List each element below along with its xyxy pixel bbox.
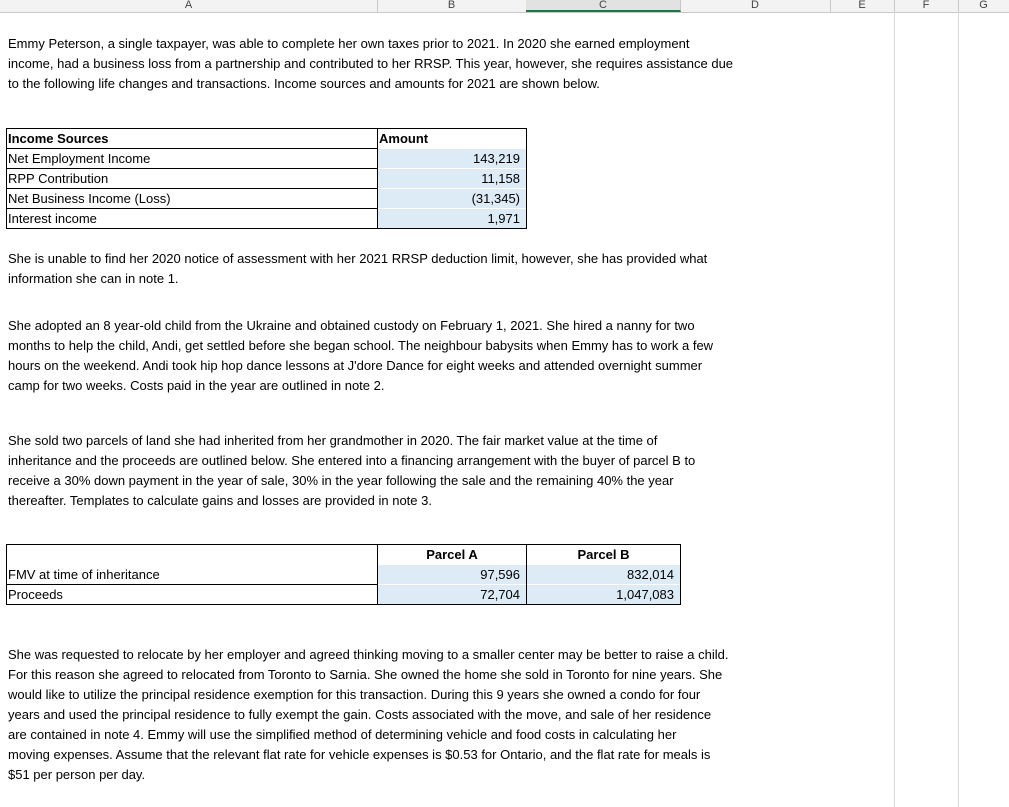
land-line: thereafter. Templates to calculate gains and losses are provided in note 3. <box>8 493 432 508</box>
rrsp-line: information she can in note 1. <box>8 271 179 286</box>
relocation-paragraph <box>8 645 728 785</box>
column-header-b[interactable]: B <box>377 0 527 12</box>
adoption-line: hours on the weekend. Andi took hip hop dance lessons at J'dore Dance for eight weeks and attended overnight summer <box>8 358 703 373</box>
gridline <box>958 12 959 807</box>
income-row-label[interactable]: Net Employment Income <box>8 151 151 166</box>
intro-line: Emmy Peterson, a single taxpayer, was able to complete her own taxes prior to 2021. In 2020 she earned employment <box>8 36 690 51</box>
income-header-label[interactable]: Income Sources <box>8 131 109 146</box>
column-header-c[interactable]: C <box>526 0 681 12</box>
column-header-d[interactable]: D <box>680 0 831 12</box>
income-header-amount[interactable]: Amount <box>379 131 429 146</box>
gridline <box>894 12 895 807</box>
land-line: She sold two parcels of land she had inherited from her grandmother in 2020. The fair market value at the time of <box>8 433 658 448</box>
parcel-a-value[interactable]: 97,596 <box>378 565 526 584</box>
column-header-g[interactable]: G <box>958 0 1009 12</box>
income-row-label[interactable]: RPP Contribution <box>8 171 109 186</box>
relocation-line: She was requested to relocate by her employer and agreed thinking moving to a smaller center may be better to raise a child. <box>8 647 729 662</box>
land-paragraph <box>8 431 695 511</box>
intro-line: income, had a business loss from a partnership and contributed to her RRSP. This year, however, she requires assistance due <box>8 56 734 71</box>
adoption-line: months to help the child, Andi, get settled before she began school. The neighbour babysits when Emmy has to work a few <box>8 338 714 353</box>
rrsp-line: She is unable to find her 2020 notice of assessment with her 2021 RRSP deduction limit, however, she has provided what <box>8 251 708 266</box>
relocation-line: would like to utilize the principal residence exemption for this transaction. During this 9 years she owned a condo for four <box>8 687 701 702</box>
column-header-e[interactable]: E <box>830 0 895 12</box>
relocation-line: $51 per person per day. <box>8 767 146 782</box>
parcel-row-label[interactable]: Proceeds <box>8 587 63 602</box>
adoption-paragraph <box>8 316 713 396</box>
income-row-amount[interactable]: 143,219 <box>378 149 526 168</box>
intro-paragraph <box>8 34 733 94</box>
income-row-amount[interactable]: (31,345) <box>378 189 526 208</box>
parcel-row-label[interactable]: FMV at time of inheritance <box>8 567 160 582</box>
parcel-a-value[interactable]: 72,704 <box>378 585 526 604</box>
column-header-row <box>0 0 1009 13</box>
income-row-amount[interactable]: 1,971 <box>378 209 526 228</box>
land-line: inheritance and the proceeds are outlined below. She entered into a financing arrangement with the buyer of parcel B to <box>8 453 696 468</box>
rrsp-paragraph <box>8 249 707 289</box>
income-row-amount[interactable]: 11,158 <box>378 169 526 188</box>
relocation-line: years and used the principal residence to fully exempt the gain. Costs associated with the move, and sale of her residence <box>8 707 712 722</box>
relocation-line: moving expenses. Assume that the relevant flat rate for vehicle expenses is $0.53 for Ontario, and the flat rate for meals is <box>8 747 711 762</box>
parcel-b-value[interactable]: 1,047,083 <box>527 585 680 604</box>
income-row-label[interactable]: Interest income <box>8 211 97 226</box>
land-line: receive a 30% down payment in the year of sale, 30% in the year following the sale and the remaining 40% the year <box>8 473 674 488</box>
column-header-f[interactable]: F <box>894 0 959 12</box>
income-row-label[interactable]: Net Business Income (Loss) <box>8 191 171 206</box>
adoption-line: camp for two weeks. Costs paid in the year are outlined in note 2. <box>8 378 385 393</box>
adoption-line: She adopted an 8 year-old child from the Ukraine and obtained custody on February 1, 2021. She hired a nanny for two <box>8 318 695 333</box>
parcel-a-header[interactable]: Parcel A <box>426 547 478 562</box>
parcel-b-value[interactable]: 832,014 <box>527 565 680 584</box>
relocation-line: For this reason she agreed to relocated from Toronto to Sarnia. She owned the home she sold in Toronto for nine years. She <box>8 667 723 682</box>
relocation-line: are contained in note 4. Emmy will use the simplified method of determining vehicle and food costs in calculating her <box>8 727 677 742</box>
intro-line: to the following life changes and transactions. Income sources and amounts for 2021 are shown below. <box>8 76 600 91</box>
parcel-b-header[interactable]: Parcel B <box>577 547 630 562</box>
column-header-a[interactable]: A <box>0 0 378 12</box>
